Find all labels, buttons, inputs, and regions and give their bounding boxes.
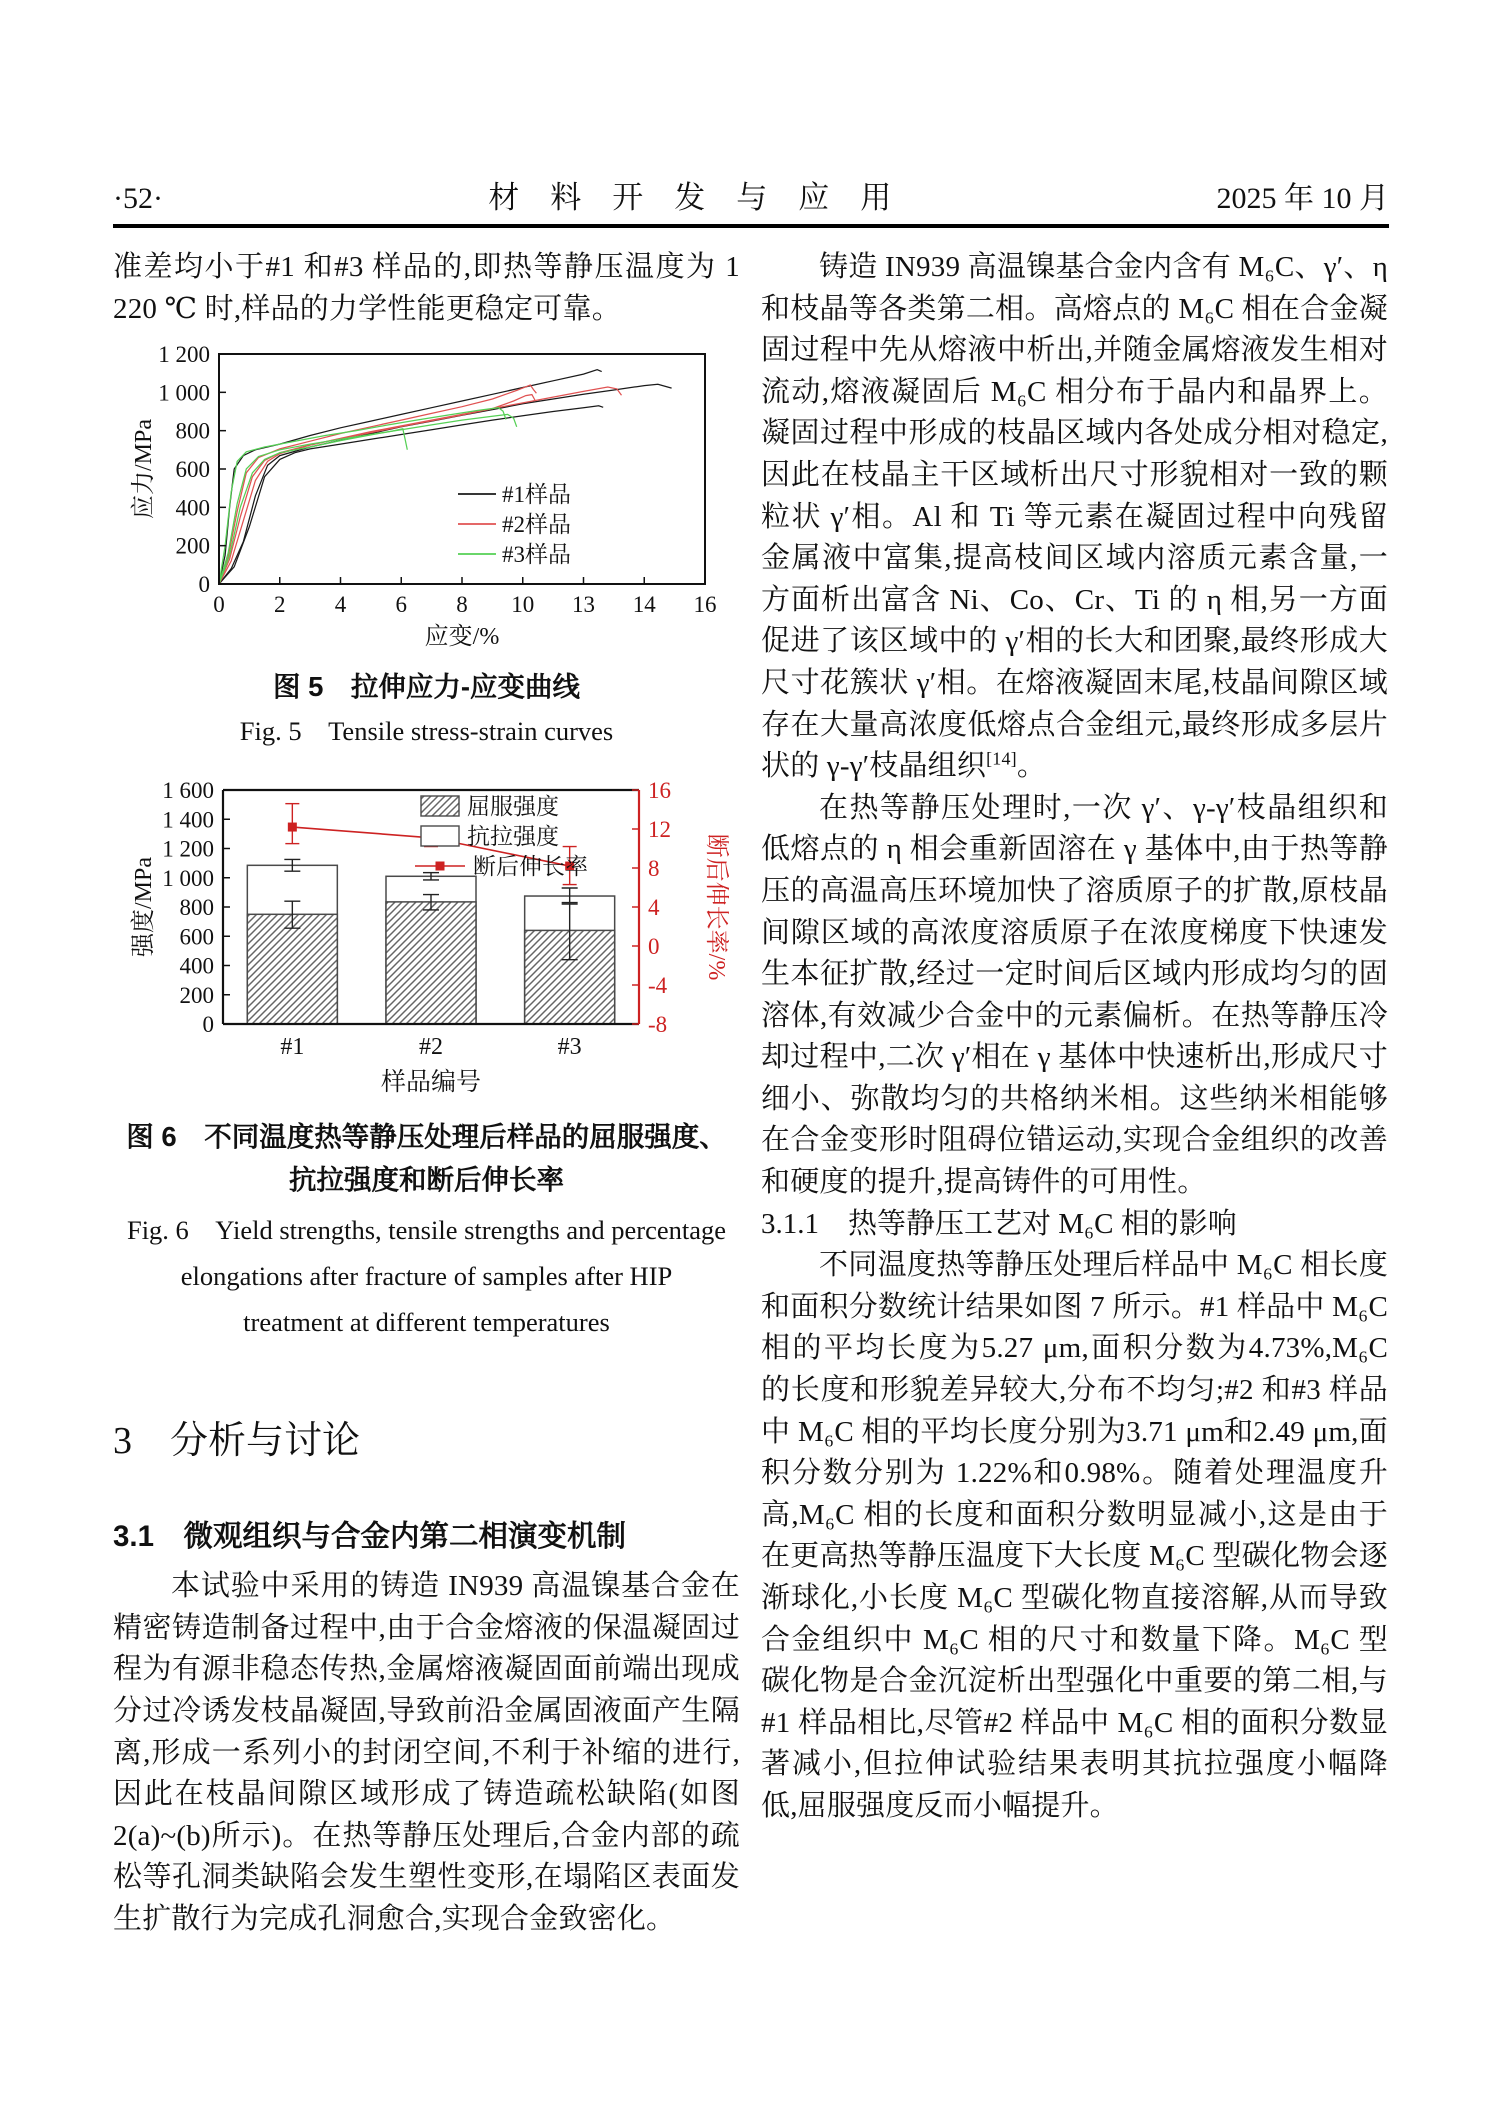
- svg-text:600: 600: [175, 457, 210, 483]
- svg-text:0: 0: [212, 592, 225, 618]
- figure-5: [113, 344, 740, 754]
- svg-text:#3: #3: [557, 1034, 582, 1061]
- right-column: [761, 247, 1388, 1828]
- fig5-caption-cn: 图 5 拉伸应力-应变曲线: [272, 671, 581, 703]
- svg-text:400: 400: [175, 495, 210, 521]
- svg-text:#2: #2: [418, 1034, 443, 1061]
- fig6-caption-cn-line1: 图 6 不同温度热等静压处理后样品的屈服强度、: [126, 1121, 727, 1153]
- svg-text:样品编号: 样品编号: [380, 1069, 481, 1097]
- svg-text:0: 0: [647, 934, 659, 960]
- svg-text:屈服强度: 屈服强度: [466, 794, 559, 820]
- svg-text:16: 16: [693, 592, 716, 618]
- page-number: ·52·: [113, 182, 163, 215]
- svg-text:4: 4: [647, 895, 659, 921]
- svg-text:#1: #1: [279, 1034, 304, 1061]
- svg-text:1 200: 1 200: [157, 344, 210, 368]
- svg-text:应变/%: 应变/%: [424, 624, 499, 651]
- svg-text:1 000: 1 000: [157, 380, 210, 406]
- svg-text:1 600: 1 600: [161, 780, 214, 804]
- svg-text:14: 14: [632, 592, 656, 618]
- fig6-caption: [113, 1115, 740, 1345]
- svg-text:8: 8: [647, 856, 659, 882]
- citation-reference-14: [14]: [986, 748, 1017, 769]
- svg-text:抗拉强度: 抗拉强度: [466, 824, 559, 850]
- fig5-stress-strain-chart: [125, 344, 729, 665]
- header-rule: [113, 224, 1389, 228]
- paragraph-second-phases: [761, 247, 1388, 788]
- svg-text:应力/MPa: 应力/MPa: [130, 419, 157, 520]
- fig6-caption-en-line3: treatment at different temperatures: [243, 1307, 610, 1338]
- svg-text:6: 6: [395, 592, 407, 618]
- svg-text:4: 4: [334, 592, 346, 618]
- paragraph-analysis: 本试验中采用的铸造 IN939 高温镍基合金在精密铸造制备过程中,由于合金熔液的保温凝固过程为有源非稳态传热,金属熔液凝固面前端出现成分过冷诱发枝晶凝固,导致前沿金属固液面产生隔离,形成一系列小的封闭空间,不利于补缩的进行,因此在枝晶间隙区域形成了铸造疏松缺陷(如图 2(a)~(b)所示)。在热等静压处理后,合金内部的疏松等孔洞类缺陷会发生塑性变形,在塌陷区表面发生扩散行为完成孔洞愈合,实现合金致密化。: [113, 1570, 740, 1935]
- svg-text:-4: -4: [647, 973, 667, 999]
- fig6-caption-en-line1: Fig. 6 Yield strengths, tensile strengths and percentage: [126, 1215, 727, 1246]
- paragraph-hip-dissolution: 在热等静压处理时,一次 γ′、γ-γ′枝晶组织和低熔点的 η 相会重新固溶在 γ 基体中,由于热等静压的高温高压环境加快了溶质原子的扩散,原枝晶间隙区域的高浓度溶质原子在浓度梯度下快速发生本征扩散,经过一定时间后区域内形成均匀的固溶体,有效减少合金中的元素偏析。在热等静压冷却过程中,二次 γ′相在 γ 基体中快速析出,形成尺寸细小、弥散均匀的共格纳米相。这些纳米相能够在合金变形时阻碍位错运动,实现合金组织的改善和硬度的提升,提高铸件的可用性。: [761, 791, 1388, 1199]
- fig6-caption-cn-line2: 抗拉强度和断后伸长率: [289, 1164, 564, 1196]
- svg-text:#2样品: #2样品: [501, 512, 571, 538]
- fig5-caption: [113, 665, 740, 754]
- section-3-1-1-heading: 3.1.1 热等静压工艺对 M₆C 相的影响: [761, 1207, 1237, 1240]
- svg-text:#3样品: #3样品: [501, 542, 571, 568]
- figure-6: [113, 780, 740, 1345]
- svg-text:0: 0: [202, 1012, 214, 1038]
- svg-text:800: 800: [179, 895, 214, 921]
- svg-text:200: 200: [179, 982, 214, 1008]
- journal-title: 材 料 开 发 与 应 用: [488, 180, 892, 215]
- svg-text:1 000: 1 000: [161, 865, 214, 891]
- svg-text:16: 16: [647, 780, 671, 804]
- svg-text:-8: -8: [647, 1012, 667, 1038]
- svg-text:200: 200: [175, 533, 210, 559]
- svg-text:8: 8: [455, 592, 468, 618]
- paragraph-text-end: 。: [1016, 750, 1047, 783]
- paragraph-m6c-statistics: 不同温度热等静压处理后样品中 M₆C 相长度和面积分数统计结果如图 7 所示。#1 样品中 M₆C 相的平均长度为5.27 μm,面积分数为4.73%,M₆C 的长度和形貌差异较大,分布不均匀;#2 和#3 样品中 M₆C 相的平均长度分别为3.71 μm和2.49 μm,面积分数分别为 1.22%和0.98%。随着处理温度升高,M₆C 相的长度和面积分数明显减小,这是由于在更高热等静压温度下大长度 M₆C 型碳化物会逐渐球化,小长度 M₆C 型碳化物直接溶解,从而导致合金组织中 M₆C 相的尺寸和数量下降。M₆C 型碳化物是合金沉淀析出型强化中重要的第二相,与#1 样品相比,尽管#2 样品中 M₆C 相的面积分数显著减小,但拉伸试验结果表明其抗拉强度小幅降低,屈服强度反而小幅提升。: [761, 1249, 1388, 1822]
- svg-text:600: 600: [179, 924, 214, 950]
- fig5-caption-en: Fig. 5 Tensile stress-strain curves: [239, 716, 614, 747]
- section-3-heading: 3 分析与讨论: [113, 1420, 361, 1463]
- fig6-strength-elongation-chart: [125, 780, 729, 1115]
- fig6-caption-en-line2: elongations after fracture of samples after HIP: [180, 1261, 673, 1292]
- paragraph-continuation: 准差均小于#1 和#3 样品的,即热等静压温度为 1 220 ℃ 时,样品的力学性能更稳定可靠。: [113, 251, 740, 325]
- section-3-1-heading: 3.1 微观组织与合金内第二相演变机制: [113, 1520, 627, 1554]
- svg-text:#1样品: #1样品: [501, 482, 571, 508]
- svg-text:断后伸长率/%: 断后伸长率/%: [702, 833, 729, 981]
- paragraph-text: 铸造 IN939 高温镍基合金内含有 M₆C、γ′、η 和枝晶等各类第二相。高熔点的 M₆C 相在合金凝固过程中先从熔液中析出,并随金属熔液发生相对流动,熔液凝固后 M₆C 相分布于晶内和晶界上。凝固过程中形成的枝晶区域内各处成分相对稳定,因此在枝晶主干区域析出尺寸形貌相对一致的颗粒状 γ′相。Al 和 Ti 等元素在凝固过程中向残留金属液中富集,提高枝间区域内溶质元素含量,一方面析出富含 Ni、Co、Cr、Ti 的 η 相,另一方面促进了该区域中的 γ′相的长大和团聚,最终形成大尺寸花簇状 γ′相。在熔液凝固末尾,枝晶间隙区域存在大量高浓度低熔点合金组元,最终形成多层片状的 γ-γ′枝晶组织: [761, 251, 1388, 783]
- svg-text:12: 12: [647, 817, 671, 843]
- page-header: [113, 172, 1389, 217]
- svg-text:2: 2: [273, 592, 285, 618]
- svg-text:1 200: 1 200: [161, 836, 214, 862]
- svg-text:800: 800: [175, 418, 210, 444]
- svg-text:400: 400: [179, 953, 214, 979]
- svg-text:0: 0: [198, 572, 210, 598]
- issue-date: 2025 年 10 月: [1216, 182, 1389, 215]
- svg-text:1 400: 1 400: [161, 807, 214, 833]
- svg-text:10: 10: [510, 592, 534, 618]
- left-column: [113, 247, 740, 1941]
- svg-text:13: 13: [571, 592, 595, 618]
- svg-text:强度/MPa: 强度/MPa: [130, 857, 157, 958]
- svg-text:断后伸长率: 断后伸长率: [472, 854, 588, 880]
